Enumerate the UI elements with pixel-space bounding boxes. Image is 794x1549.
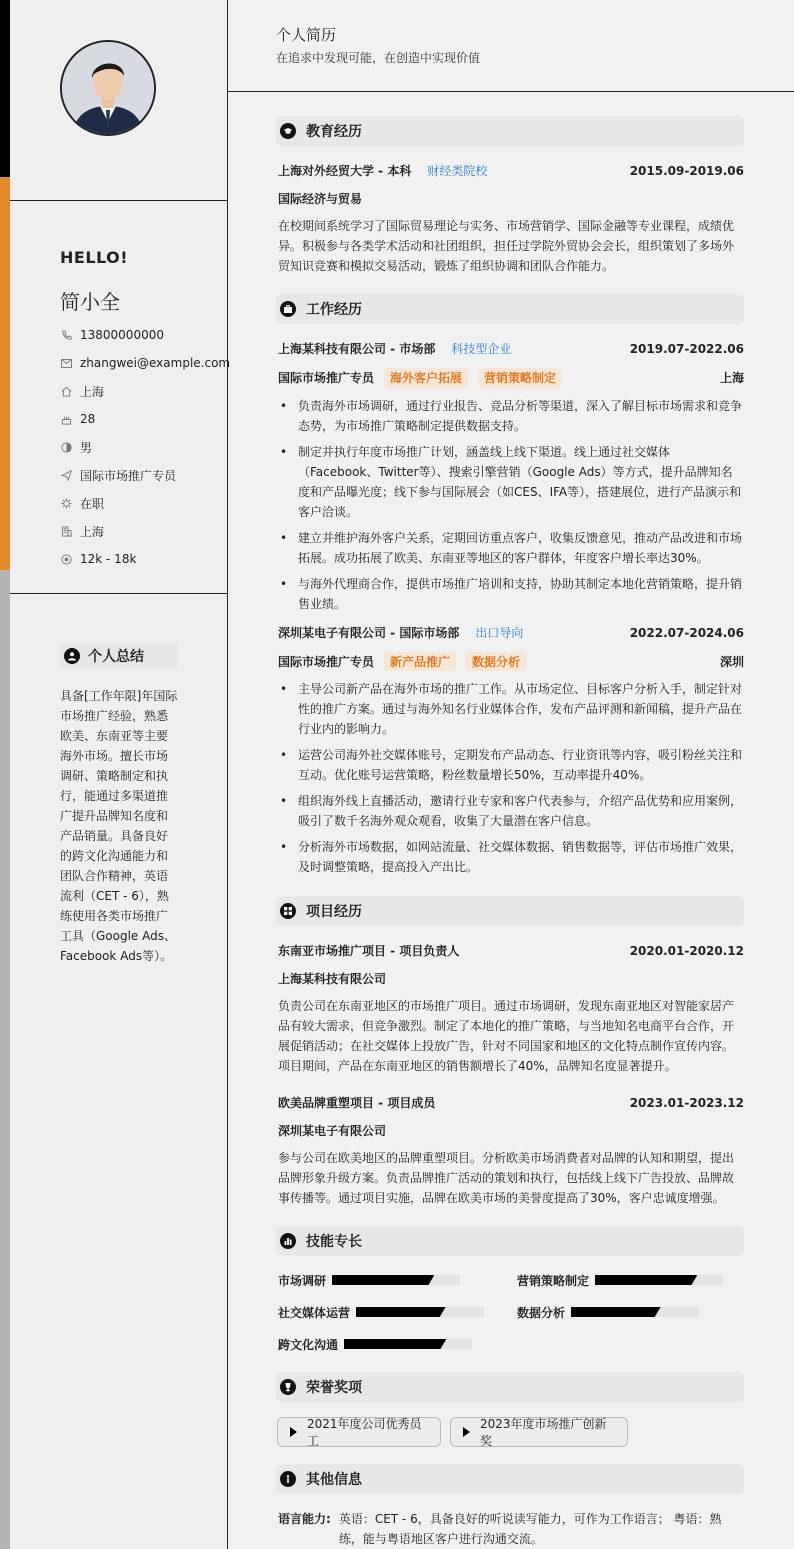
briefcase-icon [280, 301, 296, 317]
skill-bar-fill [332, 1275, 434, 1285]
job-company: 深圳某电子有限公司 - 国际市场部 [278, 626, 460, 640]
job-company: 上海某科技有限公司 - 市场部 [278, 342, 436, 356]
education-description: 在校期间系统学习了国际贸易理论与实务、市场营销学、国际金融等专业课程，成绩优异。积极参与各类学术活动和社团组织，担任过学院外贸协会会长，组织策划了多场外贸知识竞赛和模拟交易活动，锻炼了组织协调和团队合作能力。 [278, 219, 735, 273]
building-icon [60, 525, 72, 537]
school-name: 上海对外经贸大学 - 本科 [278, 164, 412, 178]
graduation-cap-icon [280, 123, 296, 139]
other-heading [276, 1464, 744, 1494]
job-position: 国际市场推广专员 [278, 371, 375, 385]
job-company-row [278, 624, 744, 641]
job-bullet: • 运营公司海外社交媒体账号，定期发布产品动态、行业资讯等内容，吸引粉丝关注和互动。优化账号运营策略，粉丝数量增长50%，互动率提升40%。 [278, 745, 744, 785]
skill-name: 市场调研 [278, 1273, 327, 1288]
play-icon [290, 1427, 297, 1437]
job-location: 深圳 [719, 655, 744, 669]
salary-icon [60, 553, 72, 565]
skill-name: 数据分析 [517, 1305, 566, 1320]
school-tag: 财经类院校 [427, 164, 488, 178]
other-title: 其他信息 [306, 1472, 362, 1488]
summary-heading [60, 643, 178, 669]
info-address [60, 381, 104, 401]
job-date: 2022.07-2024.06 [629, 625, 744, 640]
project-date: 2023.01-2023.12 [629, 1095, 744, 1110]
job-bullet: • 分析海外市场数据，如网站流量、社交媒体数据、销售数据等，评估市场推广效果，及时调整策略，提高投入产出比。 [278, 837, 744, 877]
grid-icon [280, 903, 296, 919]
job-bullet: • 建立并维护海外客户关系，定期回访重点客户，收集反馈意见，推动产品改进和市场拓展。成功拓展了欧美、东南亚等地区的客户群体，年度客户增长率达30%。 [278, 528, 744, 568]
job-bullet: • 负责海外市场调研，通过行业报告、竞品分析等渠道，深入了解目标市场需求和竞争态势，为市场推广策略制定提供数据支持。 [278, 396, 744, 436]
status-icon [60, 497, 72, 509]
chart-icon [280, 1233, 296, 1249]
skill-name: 社交媒体运营 [278, 1305, 351, 1320]
job-location: 上海 [719, 371, 744, 385]
major-name: 国际经济与贸易 [278, 192, 363, 206]
job-skill-tag: 数据分析 [466, 652, 526, 671]
skill-bar [332, 1275, 460, 1285]
job-position: 国际市场推广专员 [278, 655, 375, 669]
skill-name: 跨文化沟通 [278, 1337, 339, 1352]
project-row [278, 942, 744, 959]
work-title: 工作经历 [306, 302, 362, 318]
award-chip [450, 1417, 628, 1447]
address-text: 上海 [80, 384, 105, 399]
awards-heading [276, 1372, 744, 1402]
job-bullet: • 与海外代理商合作，提供市场推广培训和支持，协助其制定本地化营销策略，提升销售业绩。 [278, 574, 744, 614]
job-skill-tag: 新产品推广 [384, 652, 456, 671]
phone-icon [60, 329, 72, 341]
project-company: 上海某科技有限公司 [278, 972, 387, 986]
language-text: 英语：CET - 6，具备良好的听说读写能力，可作为工作语言； 粤语：熟练，能与粤语地区客户进行沟通交流。 [338, 1512, 722, 1546]
job-company-tag: 出口导向 [475, 626, 524, 640]
job-bullet: • 制定并执行年度市场推广计划，涵盖线上线下渠道。线上通过社交媒体（Facebook、Twitter等）、搜索引擎营销（Google Ads）等方式，提升品牌知名度和产品曝光度；线下参与国际展会（如CES、IFA等），搭建展位，进行产品演示和客户洽谈。 [278, 442, 744, 522]
project-name: 欧美品牌重塑项目 - 项目成员 [278, 1096, 436, 1110]
project-description: 参与公司在欧美地区的品牌重塑项目。分析欧美市场消费者对品牌的认知和期望，提出品牌形象升级方案。负责品牌推广活动的策划和执行，包括线上线下广告投放、品牌故事传播等。通过项目实施，品牌在欧美市场的美誉度提高了30%，客户忠诚度增强。 [278, 1151, 735, 1205]
gender-text: 男 [80, 440, 93, 455]
stripe-orange [0, 177, 10, 570]
skill-bar [344, 1339, 472, 1349]
page-title: 个人简历 [276, 26, 337, 44]
salary-text: 12k - 18k [80, 552, 137, 566]
language-row [278, 1509, 744, 1549]
project-name: 东南亚市场推广项目 - 项目负责人 [278, 944, 460, 958]
info-phone [60, 325, 164, 345]
page-header [228, 0, 794, 92]
home-icon [60, 385, 72, 397]
job-skill-tag: 海外客户拓展 [384, 368, 468, 387]
job-bullet: • 组织海外线上直播活动，邀请行业专家和客户代表参与，介绍产品优势和应用案例，吸引了数千名海外观众观看，收集了大量潜在客户信息。 [278, 791, 744, 831]
summary-title: 个人总结 [88, 649, 144, 665]
job-bullet-list [278, 679, 744, 883]
skill-bar [571, 1307, 699, 1317]
age-icon [60, 413, 72, 425]
sidebar-divider [10, 593, 228, 594]
job-position-row [278, 652, 744, 671]
avatar-portrait-icon [62, 42, 154, 134]
stripe-gray [0, 570, 10, 1549]
sidebar-divider [10, 200, 228, 201]
job-company-row [278, 340, 744, 357]
age-text: 28 [80, 412, 96, 426]
info-city [60, 521, 104, 541]
skill-item [278, 1336, 472, 1352]
skill-item [517, 1272, 723, 1288]
hello-greeting: HELLO! [60, 248, 129, 267]
info-salary [60, 549, 136, 569]
skill-item [278, 1304, 484, 1320]
skill-bar-fill [344, 1339, 446, 1349]
trophy-icon [280, 1379, 296, 1395]
project-company-row [278, 970, 744, 987]
project-company-row [278, 1122, 744, 1139]
page-subtitle: 在追求中发现可能，在创造中实现价值 [276, 51, 481, 65]
education-date: 2015.09-2019.06 [629, 163, 744, 178]
summary-text: 具备[工作年限]年国际市场推广经验，熟悉欧美、东南亚等主要海外市场。擅长市场调研、策略制定和执行，能通过多渠道推广提升品牌知名度和产品销量。具备良好的跨文化沟通能力和团队合作精神，英语流利（CET - 6），熟练使用各类市场推广工具（Google Ads、Facebook Ads等）。 [60, 689, 178, 963]
award-chip [277, 1417, 441, 1447]
skills-heading [276, 1226, 744, 1256]
email-text: zhangwei@example.com [80, 356, 231, 370]
projects-heading [276, 896, 744, 926]
project-date: 2020.01-2020.12 [629, 943, 744, 958]
city-text: 上海 [80, 524, 105, 539]
education-row [278, 162, 744, 179]
language-label: 语言能力: [278, 1512, 331, 1526]
job-bullet: • 主导公司新产品在海外市场的推广工作。从市场定位、目标客户分析入手，制定针对性的推广方案。通过与海外知名行业媒体合作，发布产品评测和新闻稿，提升产品在行业内的影响力。 [278, 679, 744, 739]
avatar [60, 40, 156, 136]
project-row [278, 1094, 744, 1111]
awards-title: 荣誉奖项 [306, 1380, 362, 1396]
user-icon [64, 648, 80, 664]
job-date: 2019.07-2022.06 [629, 341, 744, 356]
skills-title: 技能专长 [306, 1234, 362, 1250]
status-text: 在职 [80, 496, 105, 511]
education-title: 教育经历 [306, 124, 362, 140]
skill-bar [595, 1275, 723, 1285]
skill-name: 营销策略制定 [517, 1273, 590, 1288]
award-text: 2023年度市场推广创新奖 [480, 1417, 607, 1448]
job-bullet-list [278, 396, 744, 620]
info-email [60, 353, 230, 373]
candidate-name: 简小全 [60, 290, 120, 314]
stripe-black [0, 0, 10, 177]
project-company: 深圳某电子有限公司 [278, 1124, 387, 1138]
job-company-tag: 科技型企业 [451, 342, 512, 356]
education-heading [276, 116, 744, 146]
project-description: 负责公司在东南亚地区的市场推广项目。通过市场调研，发现东南亚地区对智能家居产品有较大需求，但竞争激烈。制定了本地化的推广策略，与当地知名电商平台合作，开展促销活动；在社交媒体上投放广告，针对不同国家和地区的文化特点制作宣传内容。项目期间，产品在东南亚地区的销售额增长了40%，品牌知名度显著提升。 [278, 999, 735, 1073]
play-icon [463, 1427, 470, 1437]
major-row [278, 190, 744, 207]
work-heading [276, 294, 744, 324]
gender-icon [60, 441, 72, 453]
skill-bar-fill [595, 1275, 697, 1285]
projects-title: 项目经历 [306, 904, 362, 920]
plane-icon [60, 469, 72, 481]
award-text: 2021年度公司优秀员工 [307, 1417, 422, 1448]
info-age [60, 409, 95, 429]
info-icon [280, 1471, 296, 1487]
phone-text: 13800000000 [80, 328, 164, 342]
accent-stripe [0, 0, 10, 1549]
skill-item [517, 1304, 699, 1320]
job-skill-tag: 营销策略制定 [478, 368, 562, 387]
info-status [60, 493, 104, 513]
skill-bar-fill [356, 1307, 446, 1317]
skill-bar-fill [571, 1307, 661, 1317]
sidebar [10, 0, 231, 1549]
mail-icon [60, 357, 72, 369]
skill-bar [356, 1307, 484, 1317]
info-gender [60, 437, 92, 457]
job-position-row [278, 368, 744, 387]
info-position [60, 465, 176, 485]
skill-item [278, 1272, 460, 1288]
position-text: 国际市场推广专员 [80, 468, 177, 483]
